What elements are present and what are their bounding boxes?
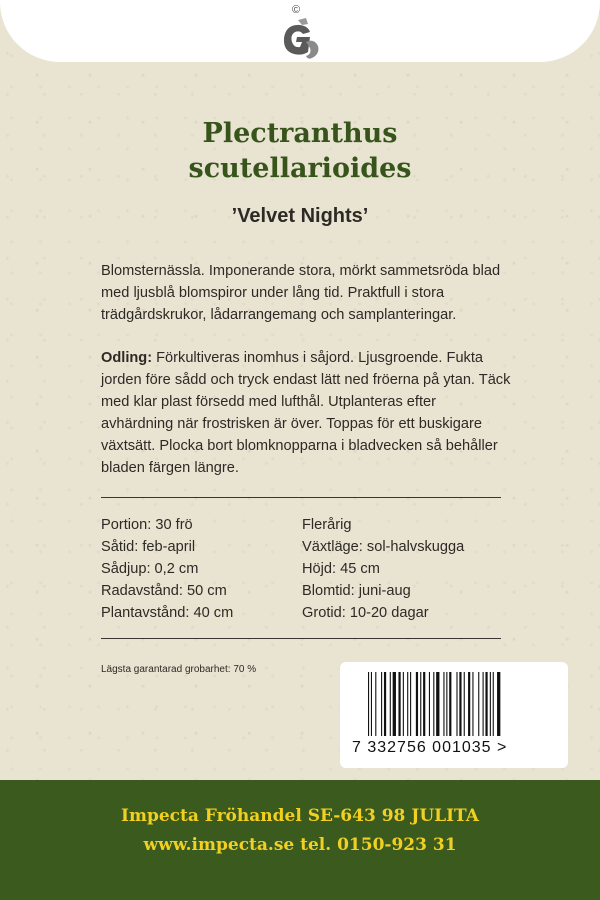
footer-contact: www.impecta.se tel. 0150-923 31 xyxy=(143,835,457,855)
title-genus: Plectranthus xyxy=(202,118,398,149)
spec-height: Höjd: 45 cm xyxy=(302,561,380,577)
copyright-symbol: © xyxy=(292,4,301,16)
odling-label: Odling: xyxy=(101,350,153,366)
barcode-bars xyxy=(368,672,544,736)
product-title xyxy=(0,116,600,186)
germination-guarantee: Lägsta garantarad grobarhet: 70 % xyxy=(101,664,257,675)
description-text: Blomsternässla. Imponerande stora, mörkt sammetsröda blad med ljusblå blomspiror under lång tid. Praktfull i stora trädgårdskrukor, lådarrangemang och samplanteringar. xyxy=(101,263,501,323)
footer-company-address: Impecta Fröhandel SE-643 98 JULITA xyxy=(121,806,479,826)
footer-band xyxy=(0,780,600,900)
variety-name: ’Velvet Nights’ xyxy=(231,205,369,227)
spec-sowing-depth: Sådjup: 0,2 cm xyxy=(101,561,199,577)
odling-text: Förkultiveras inomhus i såjord. Ljusgroende. Fukta jorden före sådd och tryck endast lätt ned fröerna på ytan. Täck med klar plast försedd med lufthål. Utplanteras efter avhärdning när frostrisken är över. Toppas för ett buskigare växtsätt. Plocka bort blomknopparna i bladvecken så behåller bladen färgen längre. xyxy=(101,350,511,476)
spec-lifecycle: Flerårig xyxy=(302,517,352,533)
barcode xyxy=(340,662,568,768)
spec-sowing-time: Såtid: feb-april xyxy=(101,539,196,555)
spec-germination-time: Grotid: 10-20 dagar xyxy=(302,605,429,621)
spec-location: Växtläge: sol-halvskugga xyxy=(302,539,465,555)
specs-left-column xyxy=(101,514,233,624)
spec-row-spacing: Radavstånd: 50 cm xyxy=(101,583,227,599)
specs-right-column xyxy=(302,514,464,624)
divider-bottom xyxy=(101,638,501,639)
spec-plant-spacing: Plantavstånd: 40 cm xyxy=(101,605,234,621)
divider-top xyxy=(101,497,501,498)
impecta-logo-icon xyxy=(276,4,324,66)
barcode-digits: 7 332756 001035 > xyxy=(352,739,508,756)
cultivation-instructions xyxy=(101,347,511,479)
spec-bloom-time: Blomtid: juni-aug xyxy=(302,583,411,599)
title-species: scutellarioides xyxy=(188,153,412,184)
spec-portion: Portion: 30 frö xyxy=(101,517,193,533)
